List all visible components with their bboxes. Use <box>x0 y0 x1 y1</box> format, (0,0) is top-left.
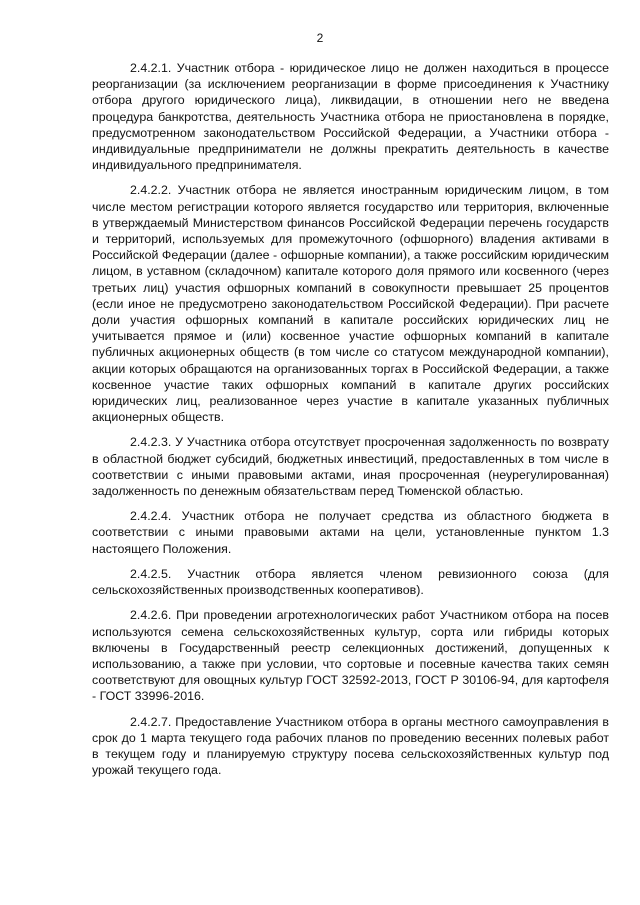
paragraph-2-4-2-4: 2.4.2.4. Участник отбора не получает средства из областного бюджета в соответствии с иными правовыми актами на цели, установленные пунктом 1.3 настоящего Положения. <box>92 509 609 556</box>
paragraph-2-4-2-6: 2.4.2.6. При проведении агротехнологических работ Участником отбора на посев используются семена сельскохозяйственных культур, сорта или гибриды которых включены в Государственный реестр селекционных достижений, допущенных к использованию, а также при условии, что сортовые и посевные качества таких семян соответствуют для овощных культур ГОСТ 32592-2013, ГОСТ Р 30106-94, для картофеля - ГОСТ 33996-2016. <box>92 608 609 704</box>
page-number: 2 <box>316 31 324 45</box>
paragraph-2-4-2-1: 2.4.2.1. Участник отбора - юридическое лицо не должен находиться в процессе реорганизации (за исключением реорганизации в форме присоединения к Участнику отбора другого юридического лица), ликвидации, в отношении него не введена процедура банкротства, деятельность Участника отбора не приостановлена в порядке, предусмотренном законодательством Российской Федерации, а Участники отбора - индивидуальные предприниматели не должны прекратить деятельность в качестве индивидуального предпринимателя. <box>92 61 609 173</box>
paragraph-2-4-2-2: 2.4.2.2. Участник отбора не является иностранным юридическим лицом, в том числе местом регистрации которого является государство или территория, включенные в утверждаемый Министерством финансов Российской Федерации перечень государств и территорий, используемых для промежуточного (офшорного) владения активами в Российской Федерации (далее - офшорные компании), а также российским юридическим лицом, в уставном (складочном) капитале которого доля прямого или косвенного (через третьих лиц) участия офшорных компаний в совокупности превышает 25 процентов (если иное не предусмотрено законодательством Российской Федерации). При расчете доли участия офшорных компаний в капитале российских юридических лиц не учитывается прямое и (или) косвенное участие офшорных компаний в капитале публичных акционерных обществ (в том числе со статусом международной компании), акции которых обращаются на организованных торгах в Российской Федерации, а также косвенное участие таких офшорных компаний в капитале других российских юридических лиц, реализованное через участие в капитале указанных публичных акционерных обществ. <box>92 183 609 425</box>
paragraph-2-4-2-5: 2.4.2.5. Участник отбора является членом ревизионного союза (для сельскохозяйственных производственных кооперативов). <box>92 566 609 598</box>
paragraph-2-4-2-3: 2.4.2.3. У Участника отбора отсутствует просроченная задолженность по возврату в областной бюджет субсидий, бюджетных инвестиций, предоставленных в том числе в соответствии с иными правовыми актами, иная просроченная (неурегулированная) задолженность по денежным обязательствам перед Тюменской областью. <box>92 435 609 499</box>
paragraph-2-4-2-7: 2.4.2.7. Предоставление Участником отбора в органы местного самоуправления в срок до 1 марта текущего года рабочих планов по проведению весенних полевых работ в текущем году и планируемую структуру посева сельскохозяйственных культур под урожай текущего года. <box>92 714 609 778</box>
document-body <box>92 60 609 787</box>
